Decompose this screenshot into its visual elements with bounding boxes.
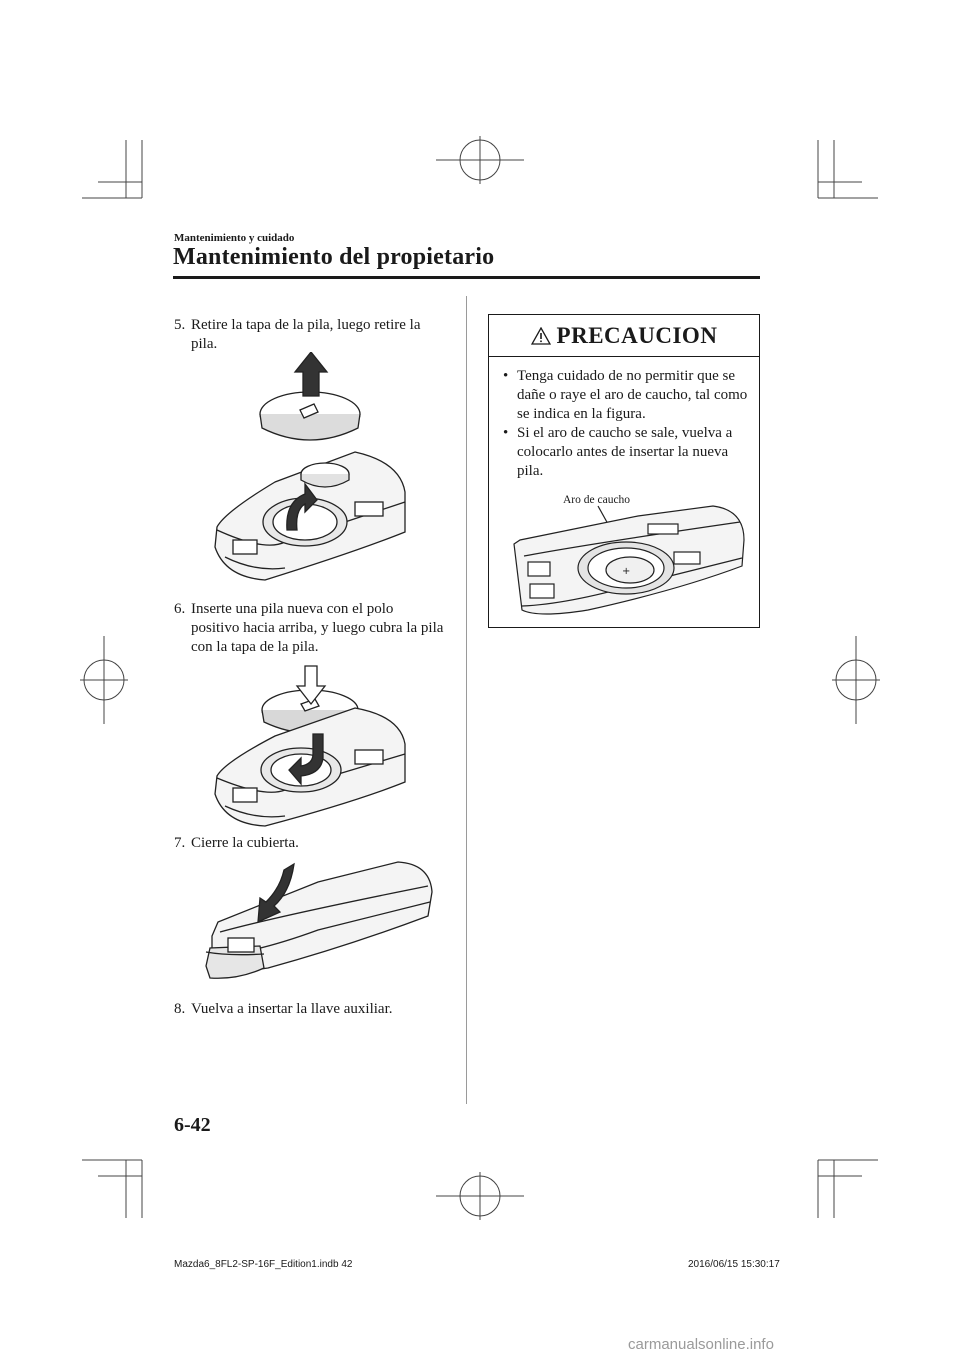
step-number: 8.: [174, 1001, 186, 1017]
caution-header: [489, 315, 759, 357]
footer-timestamp: 2016/06/15 15:30:17: [688, 1259, 780, 1270]
rubber-ring-label: Aro de caucho: [563, 494, 631, 506]
step-8: [174, 1000, 444, 1019]
caution-bullet: • Si el aro de caucho se sale, vuelva a colocarlo antes de insertar la nueva pila.: [503, 425, 733, 479]
page-number: 6-42: [174, 1114, 211, 1136]
warning-triangle-icon: [531, 327, 551, 345]
page-title: Mantenimiento del propietario: [173, 244, 495, 270]
step-number: 5.: [174, 317, 186, 333]
step-text: Cierre la cubierta.: [191, 835, 299, 851]
step-number: 6.: [174, 601, 186, 617]
step-6: [174, 600, 444, 657]
section-label: Mantenimiento y cuidado: [174, 232, 295, 244]
step-text: Retire la tapa de la pila, luego retire la pila.: [191, 317, 421, 352]
caution-bullets: [503, 367, 751, 481]
watermark: carmanualsonline.info: [628, 1336, 774, 1353]
battery-removal-illustration: [205, 352, 420, 592]
caution-bullet: • Tenga cuidado de no permitir que se dañe o raye el aro de caucho, tal como se indica en la figura.: [503, 368, 748, 422]
bullet-text: Tenga cuidado de no permitir que se dañe o raye el aro de caucho, tal como se indica en la figura.: [517, 368, 748, 422]
step-5: [174, 316, 444, 354]
svg-text:+: +: [622, 566, 631, 577]
column-divider: [466, 296, 467, 1104]
caution-title: PRECAUCION: [556, 322, 718, 348]
step-7: [174, 834, 444, 853]
rubber-ring-illustration: [508, 500, 748, 618]
step-text: Inserte una pila nueva con el polo positivo hacia arriba, y luego cubra la pila con la tapa de la pila.: [191, 601, 444, 655]
battery-insertion-illustration: [205, 664, 420, 834]
bullet-text: Si el aro de caucho se sale, vuelva a colocarlo antes de insertar la nueva pila.: [517, 425, 733, 479]
close-cover-illustration: [198, 856, 434, 986]
step-text: Vuelva a insertar la llave auxiliar.: [191, 1001, 393, 1017]
header-rule: [173, 276, 760, 279]
step-number: 7.: [174, 835, 186, 851]
footer-file-name: Mazda6_8FL2-SP-16F_Edition1.indb 42: [174, 1259, 353, 1270]
